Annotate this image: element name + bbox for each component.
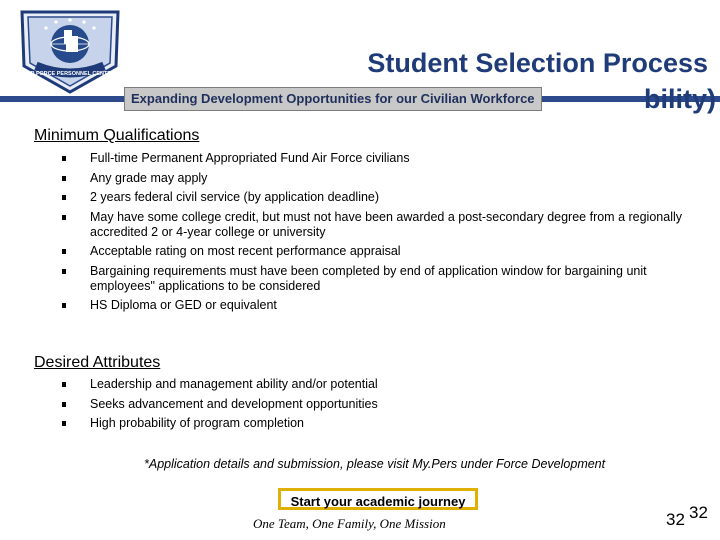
bullet-icon [62,176,66,181]
bullet-icon [62,156,66,161]
page-number-duplicate: 32 [689,503,708,522]
desired-attributes-heading: Desired Attributes [34,354,161,371]
minimum-qualifications-list [62,151,702,318]
logo-label: AIR FORCE PERSONNEL CENTER [24,71,116,77]
afpc-shield-logo [16,6,124,94]
start-journey-button[interactable] [278,488,478,510]
bullet-icon [62,215,66,220]
slide-title: Student Selection Process [367,48,708,78]
list-item: Leadership and management ability and/or potential [62,377,702,392]
bullet-icon [62,195,66,200]
list-item: Bargaining requirements must have been completed by end of application window for bargaining unit employees" applications to be considered [62,264,702,294]
motto: One Team, One Family, One Mission [253,516,446,531]
bullet-icon [62,269,66,274]
list-item: Any grade may apply [62,171,702,186]
list-item: Acceptable rating on most recent performance appraisal [62,244,702,259]
list-item: 2 years federal civil service (by application deadline) [62,190,702,205]
list-item: Seeks advancement and development opportunities [62,397,702,412]
start-journey-label: Start your academic journey [290,494,466,509]
list-item: Full-time Permanent Appropriated Fund Air Force civilians [62,151,702,166]
list-item: HS Diploma or GED or equivalent [62,298,702,313]
bullet-icon [62,421,66,426]
bullet-icon [62,249,66,254]
bullet-icon [62,303,66,308]
page-number: 32 [666,510,685,529]
subtitle-banner: Expanding Development Opportunities for our Civilian Workforce [124,87,542,111]
list-item: May have some college credit, but must not have been awarded a post-secondary degree from a regionally accredited 2 or 4-year college or university [62,210,702,240]
application-note: *Application details and submission, please visit My.Pers under Force Development [144,457,606,471]
bullet-icon [62,382,66,387]
minimum-qualifications-heading: Minimum Qualifications [34,127,200,144]
desired-attributes-list [62,377,702,436]
list-item: High probability of program completion [62,416,702,431]
title-overflow-text: bility) [644,84,716,114]
bullet-icon [62,402,66,407]
